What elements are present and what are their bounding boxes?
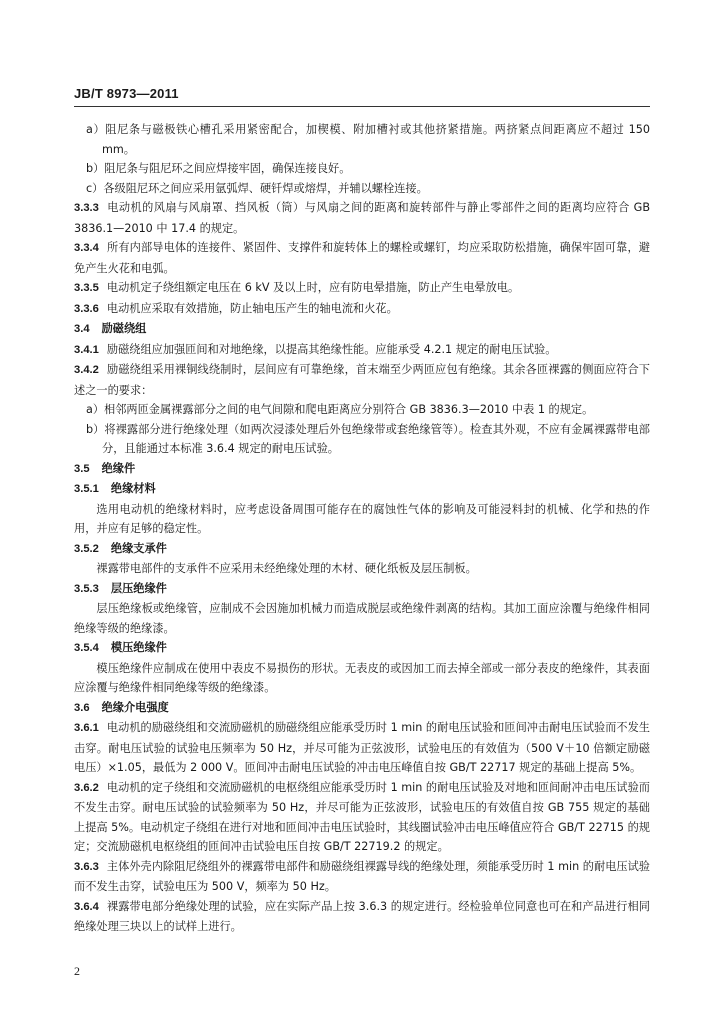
list-item: a）相邻两匝金属裸露部分之间的电气间隙和爬电距离应分别符合 GB 3836.3—2010 中表 1 的规定。 (86, 403, 594, 416)
clause-number: 3.6.1 (74, 722, 99, 734)
clause-text: 所有内部导电体的连接件、紧固件、支撑件和旋转体上的螺栓或螺钉，均应采取防松措施，确保牢固可靠，避免产生火花和电弧。 (74, 241, 650, 275)
clause-text: 电动机定子绕组额定电压在 6 kV 及以上时，应有防电晕措施，防止产生电晕放电。 (106, 281, 520, 294)
clause-number: 3.3.3 (74, 202, 99, 214)
paragraph: 选用电动机的绝缘材料时，应考虑设备周围可能存在的腐蚀性气体的影响及可能浸料封的机械、化学和热的作用，并应有足够的稳定性。 (74, 502, 650, 535)
clause-number: 3.5.4 (74, 642, 99, 654)
clause-number: 3.4.1 (74, 343, 99, 356)
heading-text: 绝缘支承件 (110, 541, 167, 555)
list-item: c）各级阻尼环之间应采用氩弧焊、硬钎焊或熔焊，并辅以螺栓连接。 (86, 181, 428, 195)
section-heading (74, 579, 650, 600)
clause (74, 198, 650, 238)
clause-number: 3.6.4 (74, 900, 99, 913)
clause (74, 340, 650, 361)
heading-text: 模压绝缘件 (110, 641, 167, 654)
clause-text: 电动机的励磁绕组和交流励磁机的励磁绕组应能承受历时 1 min 的耐电压试验和匝间冲击耐电压试验而不发生击穿。耐电压试验的试验电压频率为 50 Hz，并尽可能为正弦波形，试验电压的有效值为（500 V＋10 倍额定励磁电压）×1.05，最低为 2 000 V。匝间冲击耐电压试验的冲击电压峰值自按 GB/T 22717 规定的基础上提高 5%。 (74, 721, 650, 774)
document-body (74, 120, 650, 937)
clause-number: 3.6.3 (74, 860, 99, 873)
clause (74, 299, 650, 320)
section-heading (74, 698, 650, 719)
clause-number: 3.3.5 (74, 282, 99, 294)
clause-number: 3.4 (74, 323, 90, 335)
list-item: b）将裸露部分进行绝缘处理（如两次浸漆处理后外包绝缘带或套绝缘管等）。检查其外观，不应有金属裸露带电部分，且能通过本标准 3.6.4 规定的耐电压试验。 (86, 422, 650, 455)
clause (74, 778, 650, 857)
heading-text: 层压绝缘件 (110, 581, 167, 595)
clause-text: 励磁绕组采用裸铜线绕制时，层间应有可靠绝缘，首末端至少两匝应包有绝缘。其余各匝裸露的侧面应符合下述之一的要求： (74, 363, 650, 397)
clause (74, 857, 650, 897)
clause-number: 3.5.2 (74, 542, 99, 555)
section-heading (74, 539, 650, 560)
paragraph: 层压绝缘板或绝缘管，应制成不会因施加机械力而造成脱层或绝缘件剥离的结构。其加工面应涂覆与绝缘件相同绝缘等级的绝缘漆。 (74, 602, 650, 635)
paragraph: 裸露带电部件的支承件不应采用未经绝缘处理的木材、硬化纸板及层压制板。 (96, 562, 477, 575)
list-item: b）阻尼条与阻尼环之间应焊接牢固，确保连接良好。 (86, 162, 351, 175)
section-heading (74, 459, 650, 480)
clause-number: 3.6 (74, 701, 90, 714)
clause-number: 3.6.2 (74, 781, 99, 794)
heading-text: 绝缘件 (101, 461, 136, 475)
clause-number: 3.3.4 (74, 242, 99, 254)
clause-text: 电动机的风扇与风扇罩、挡风板（筒）与风扇之间的距离和旋转部件与静止零部件之间的距离均应符合 GB 3836.1—2010 中 17.4 的规定。 (74, 201, 650, 235)
heading-text: 励磁绕组 (101, 322, 147, 335)
clause-text: 电动机应采取有效措施，防止轴电压产生的轴电流和火花。 (106, 301, 398, 315)
clause-text: 励磁绕组应加强匝间和对地绝缘，以提高其绝缘性能。应能承受 4.2.1 规定的耐电压试验。 (106, 342, 557, 356)
section-heading (74, 479, 650, 500)
clause-text: 裸露带电部分绝缘处理的试验，应在实际产品上按 3.6.3 的规定进行。经检验单位同意也可在和产品进行相同绝缘处理三块以上的试样上进行。 (74, 899, 650, 933)
standard-code-header: JB/T 8973—2011 (74, 86, 179, 101)
clause (74, 897, 650, 937)
clause (74, 360, 650, 400)
clause-number: 3.4.2 (74, 364, 99, 376)
clause-text: 主体外壳内除阻尼绕组外的裸露带电部件和励磁绕组裸露导线的绝缘处理，须能承受历时 1 min 的耐电压试验而不发生击穿，试验电压为 500 V，频率为 50 Hz。 (74, 859, 650, 893)
section-heading (74, 638, 650, 659)
clause (74, 718, 650, 778)
clause-text: 电动机的定子绕组和交流励磁机的电枢绕组应能承受历时 1 min 的耐电压试验及对地和匝间耐冲击电压试验而不发生击穿。耐电压试验的试验频率为 50 Hz，并尽可能为正弦波形，试验电压的有效值自按 GB 755 规定的基础上提高 5%。电动机定子绕组在进行对地和匝间冲击电压试验时，其线圈试验冲击电压峰值应符合 GB/T 22715 的规定；交流励磁机电枢绕组的匝间冲击试验电压自按 GB/T 22719.2 的规定。 (74, 780, 650, 853)
paragraph: 模压绝缘件应制成在使用中表皮不易损伤的形状。无表皮的或因加工而去掉全部或一部分表皮的绝缘件，其表面应涂覆与绝缘件相同绝缘等级的绝缘漆。 (74, 661, 650, 694)
list-item: a）阻尼条与磁极铁心槽孔采用紧密配合，加楔模、附加槽衬或其他挤紧措施。两挤紧点间距离应不超过 150 mm。 (86, 123, 650, 156)
clause (74, 278, 650, 299)
page-number: 2 (74, 964, 80, 978)
heading-text: 绝缘介电强度 (101, 700, 169, 714)
header-divider (74, 106, 650, 107)
section-heading (74, 319, 650, 340)
clause (74, 238, 650, 278)
clause-number: 3.5.3 (74, 582, 99, 595)
heading-text: 绝缘材料 (110, 482, 156, 495)
clause-number: 3.5 (74, 462, 90, 475)
clause-number: 3.5.1 (74, 483, 99, 495)
clause-number: 3.3.6 (74, 302, 99, 315)
